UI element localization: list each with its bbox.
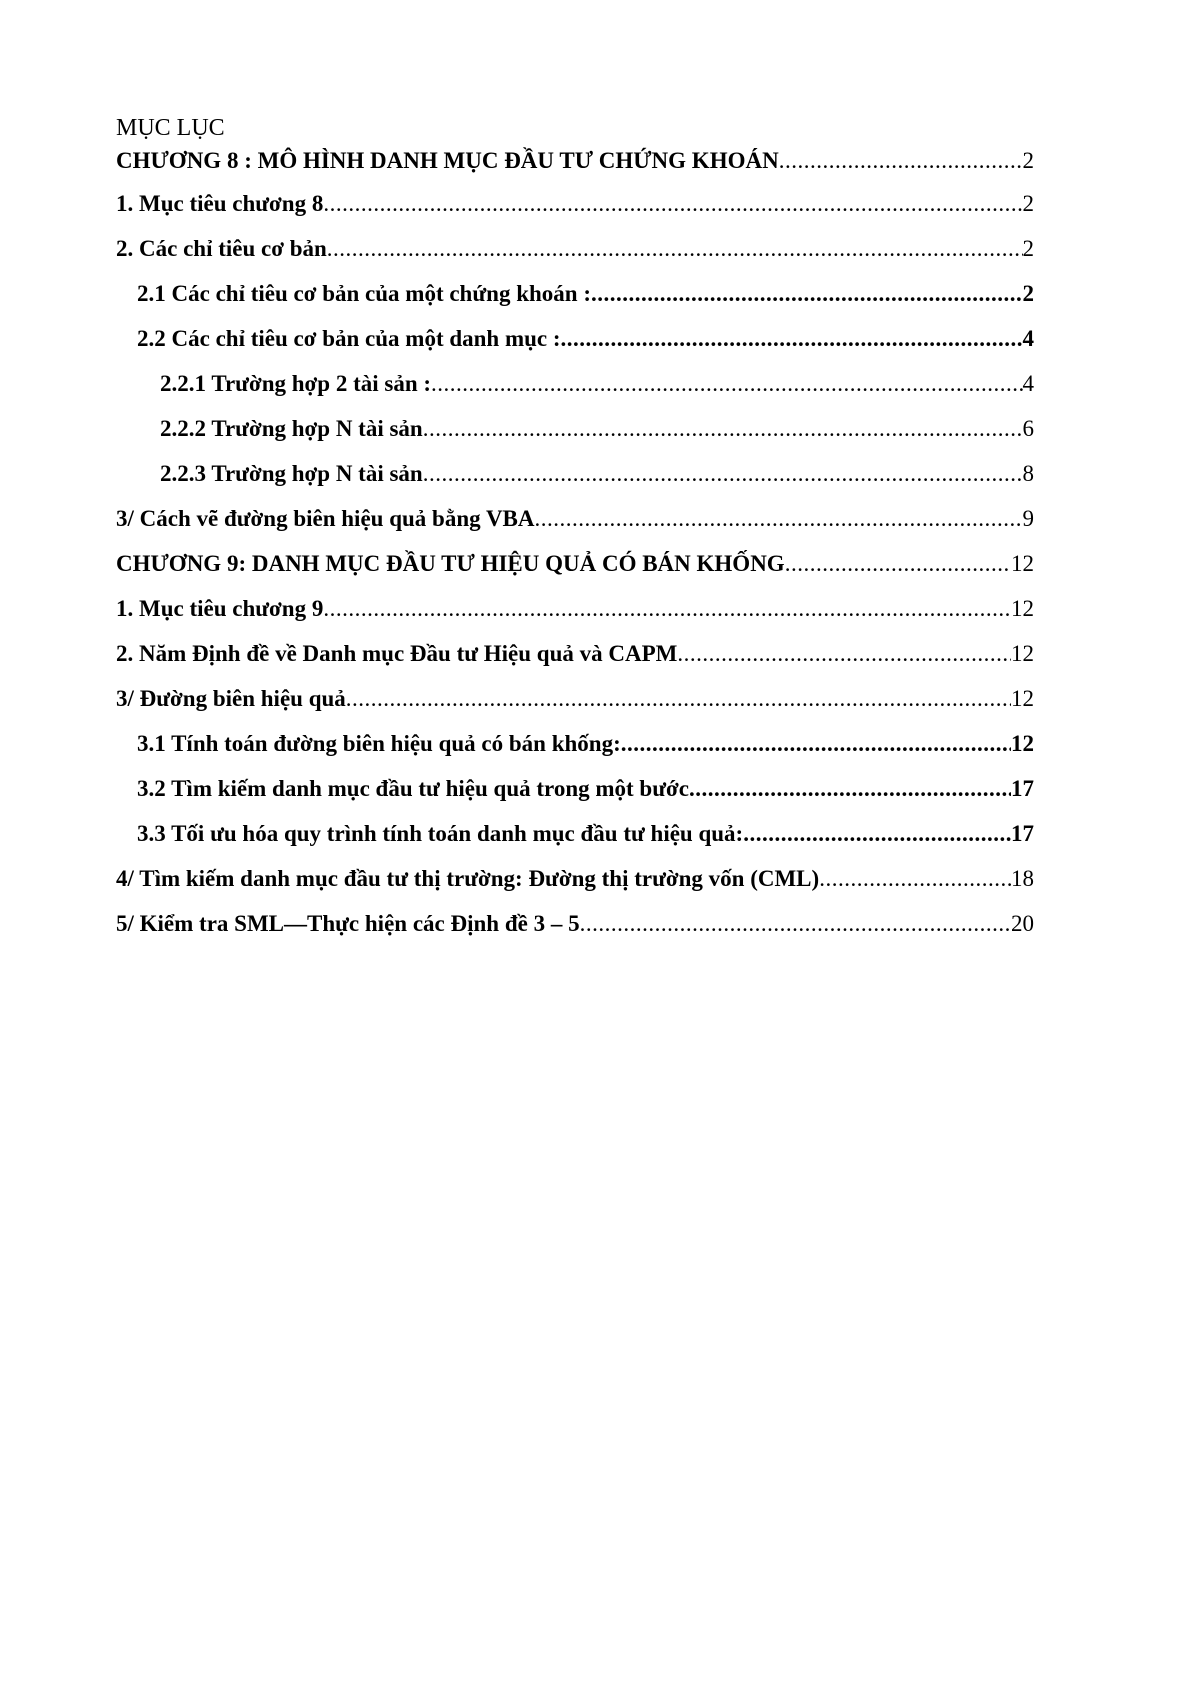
toc-dot-leader <box>743 819 1011 849</box>
toc-dot-leader <box>423 414 1023 444</box>
toc-dot-leader <box>535 504 1023 534</box>
toc-page-number: 8 <box>1022 461 1034 486</box>
toc-dot-leader <box>591 279 1023 309</box>
toc-entry-title: 3.2 Tìm kiếm danh mục đầu tư hiệu quả trong một bước <box>137 776 689 801</box>
toc-entry-title: 2.2.2 Trường hợp N tài sản <box>160 416 423 441</box>
toc-entry-title: 1. Mục tiêu chương 9 <box>116 596 324 621</box>
toc-dot-leader <box>323 594 1011 624</box>
toc-heading: MỤC LỤC <box>116 115 225 141</box>
toc-entry-chapter-8[interactable] <box>116 146 1034 189</box>
toc-dot-leader <box>689 774 1011 804</box>
toc-entry-title: 3/ Đường biên hiệu quả <box>116 686 346 711</box>
toc-list <box>116 146 1034 954</box>
toc-entry-title: 2.2 Các chỉ tiêu cơ bản của một danh mục : <box>137 326 561 351</box>
toc-page-number: 12 <box>1011 731 1034 756</box>
toc-dot-leader <box>677 639 1011 669</box>
toc-entry-9-3-3[interactable] <box>116 819 1034 864</box>
toc-dot-leader <box>323 189 1022 219</box>
toc-entry-title: 5/ Kiểm tra SML—Thực hiện các Định đề 3 – 5 <box>116 911 580 936</box>
toc-dot-leader <box>621 729 1011 759</box>
toc-entry-title: 4/ Tìm kiếm danh mục đầu tư thị trường: Đường thị trường vốn (CML) <box>116 866 820 891</box>
toc-dot-leader <box>779 146 1023 176</box>
toc-page-number: 2 <box>1022 191 1034 216</box>
toc-dot-leader <box>423 459 1023 489</box>
toc-page-number: 4 <box>1022 371 1034 396</box>
toc-page-number: 9 <box>1022 506 1034 531</box>
toc-entry-2-2-3[interactable] <box>116 459 1034 504</box>
toc-page-number: 20 <box>1011 911 1034 936</box>
toc-dot-leader <box>327 234 1023 264</box>
toc-page-number: 2 <box>1022 148 1034 173</box>
toc-entry-title: 3/ Cách vẽ đường biên hiệu quả bằng VBA <box>116 506 535 531</box>
toc-page-number: 2 <box>1022 281 1034 306</box>
toc-entry-9-4[interactable] <box>116 864 1034 909</box>
toc-page-number: 18 <box>1011 866 1034 891</box>
toc-entry-2[interactable] <box>116 234 1034 279</box>
toc-dot-leader <box>580 909 1011 939</box>
toc-entry-9-5[interactable] <box>116 909 1034 954</box>
toc-dot-leader <box>819 864 1011 894</box>
toc-entry-9-3-2[interactable] <box>116 774 1034 819</box>
toc-entry-chapter-9[interactable] <box>116 549 1034 594</box>
toc-page-number: 12 <box>1011 686 1034 711</box>
toc-entry-title: 1. Mục tiêu chương 8 <box>116 191 324 216</box>
toc-entry-3[interactable] <box>116 504 1034 549</box>
toc-entry-title: CHƯƠNG 9: DANH MỤC ĐẦU TƯ HIỆU QUẢ CÓ BÁN KHỐNG <box>116 551 785 576</box>
toc-entry-2-2-2[interactable] <box>116 414 1034 459</box>
toc-page-number: 12 <box>1011 641 1034 666</box>
toc-page-number: 17 <box>1011 776 1034 801</box>
toc-entry-title: 3.3 Tối ưu hóa quy trình tính toán danh mục đầu tư hiệu quả: <box>137 821 744 846</box>
toc-entry-2-1[interactable] <box>116 279 1034 324</box>
toc-entry-1[interactable] <box>116 189 1034 234</box>
toc-page-number: 6 <box>1022 416 1034 441</box>
toc-dot-leader <box>346 684 1011 714</box>
toc-page-number: 12 <box>1011 551 1034 576</box>
toc-entry-9-2[interactable] <box>116 639 1034 684</box>
toc-page-number: 17 <box>1011 821 1034 846</box>
toc-dot-leader <box>785 549 1011 579</box>
toc-dot-leader <box>561 324 1023 354</box>
toc-entry-title: 2.2.3 Trường hợp N tài sản <box>160 461 423 486</box>
toc-entry-title: 3.1 Tính toán đường biên hiệu quả có bán khống: <box>137 731 621 756</box>
toc-entry-9-1[interactable] <box>116 594 1034 639</box>
toc-page-number: 12 <box>1011 596 1034 621</box>
toc-page-number: 4 <box>1022 326 1034 351</box>
toc-entry-9-3-1[interactable] <box>116 729 1034 774</box>
toc-entry-title: CHƯƠNG 8 : MÔ HÌNH DANH MỤC ĐẦU TƯ CHỨNG KHOÁN <box>116 148 779 173</box>
table-of-contents <box>116 114 1034 954</box>
toc-entry-title: 2. Năm Định đề về Danh mục Đầu tư Hiệu quả và CAPM <box>116 641 678 666</box>
toc-entry-2-2[interactable] <box>116 324 1034 369</box>
toc-dot-leader <box>431 369 1022 399</box>
toc-entry-title: 2.2.1 Trường hợp 2 tài sản : <box>160 371 432 396</box>
toc-page-number: 2 <box>1022 236 1034 261</box>
toc-entry-title: 2. Các chỉ tiêu cơ bản <box>116 236 327 261</box>
toc-entry-9-3[interactable] <box>116 684 1034 729</box>
toc-entry-2-2-1[interactable] <box>116 369 1034 414</box>
toc-entry-title: 2.1 Các chỉ tiêu cơ bản của một chứng khoán : <box>137 281 591 306</box>
